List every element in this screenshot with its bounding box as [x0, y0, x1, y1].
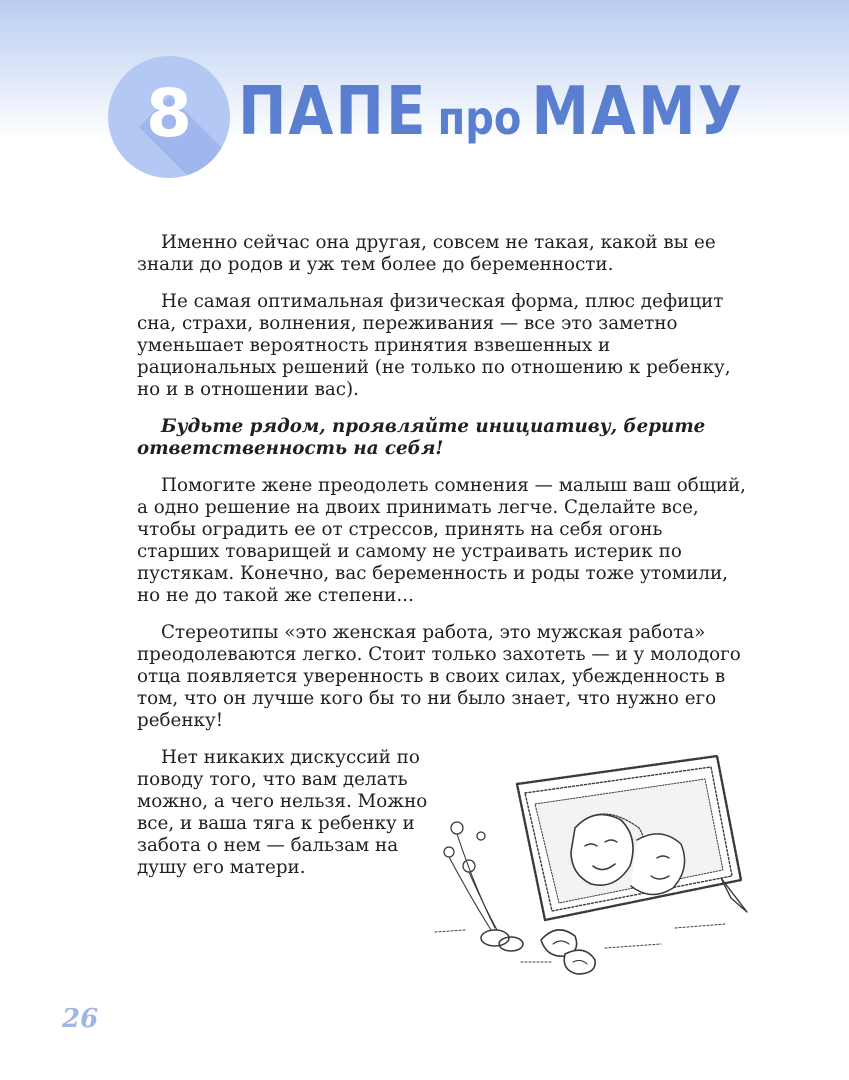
illustration-photo-frame [425, 748, 755, 980]
title-word-2: про [437, 92, 522, 146]
chapter-number: 8 [146, 75, 192, 152]
paragraph-2: Не самая оптимальная физическая форма, плюс дефицит сна, страхи, волнения, переживания — все это заметно уменьшает вероятность принятия взвешенных и рациональных решений (не только по отношению к ребенку, но и в отношении вас). [137, 291, 731, 400]
paragraph-5: Стереотипы «это женская работа, это мужская работа» преодолеваются легко. Стоит только захотеть — и у молодого отца появляется уверенность в своих силах, убежденность в том, что он лучше кого бы то ни было знает, что нужно его ребенку! [137, 622, 741, 731]
page-number: 26 [62, 1004, 99, 1034]
emphasis-paragraph: Будьте рядом, проявляйте инициативу, берите ответственность на себя! [137, 416, 706, 459]
title-word-1: ПАПЕ [238, 72, 428, 151]
paragraph-4: Помогите жене преодолеть сомнения — малыш ваш общий, а одно решение на двоих принимать легче. Сделайте все, чтобы оградить ее от стрессов, принять на себя огонь старших товарищей и самому не устраивать истерик по пустякам. Конечно, вас беременность и роды тоже утомили, но не до такой же степени... [137, 475, 746, 606]
paragraph-6: Нет никаких дискуссий по поводу того, что вам делать можно, а чего нельзя. Можно все, и ваша тяга к ребенку и забота о нем — бальзам на душу его матери. [137, 747, 428, 878]
title-word-3: МАМУ [531, 72, 745, 151]
paragraph-1: Именно сейчас она другая, совсем не такая, какой вы ее знали до родов и уж тем более до беременности. [137, 232, 716, 275]
chapter-title [238, 72, 744, 164]
chapter-badge [108, 56, 230, 178]
